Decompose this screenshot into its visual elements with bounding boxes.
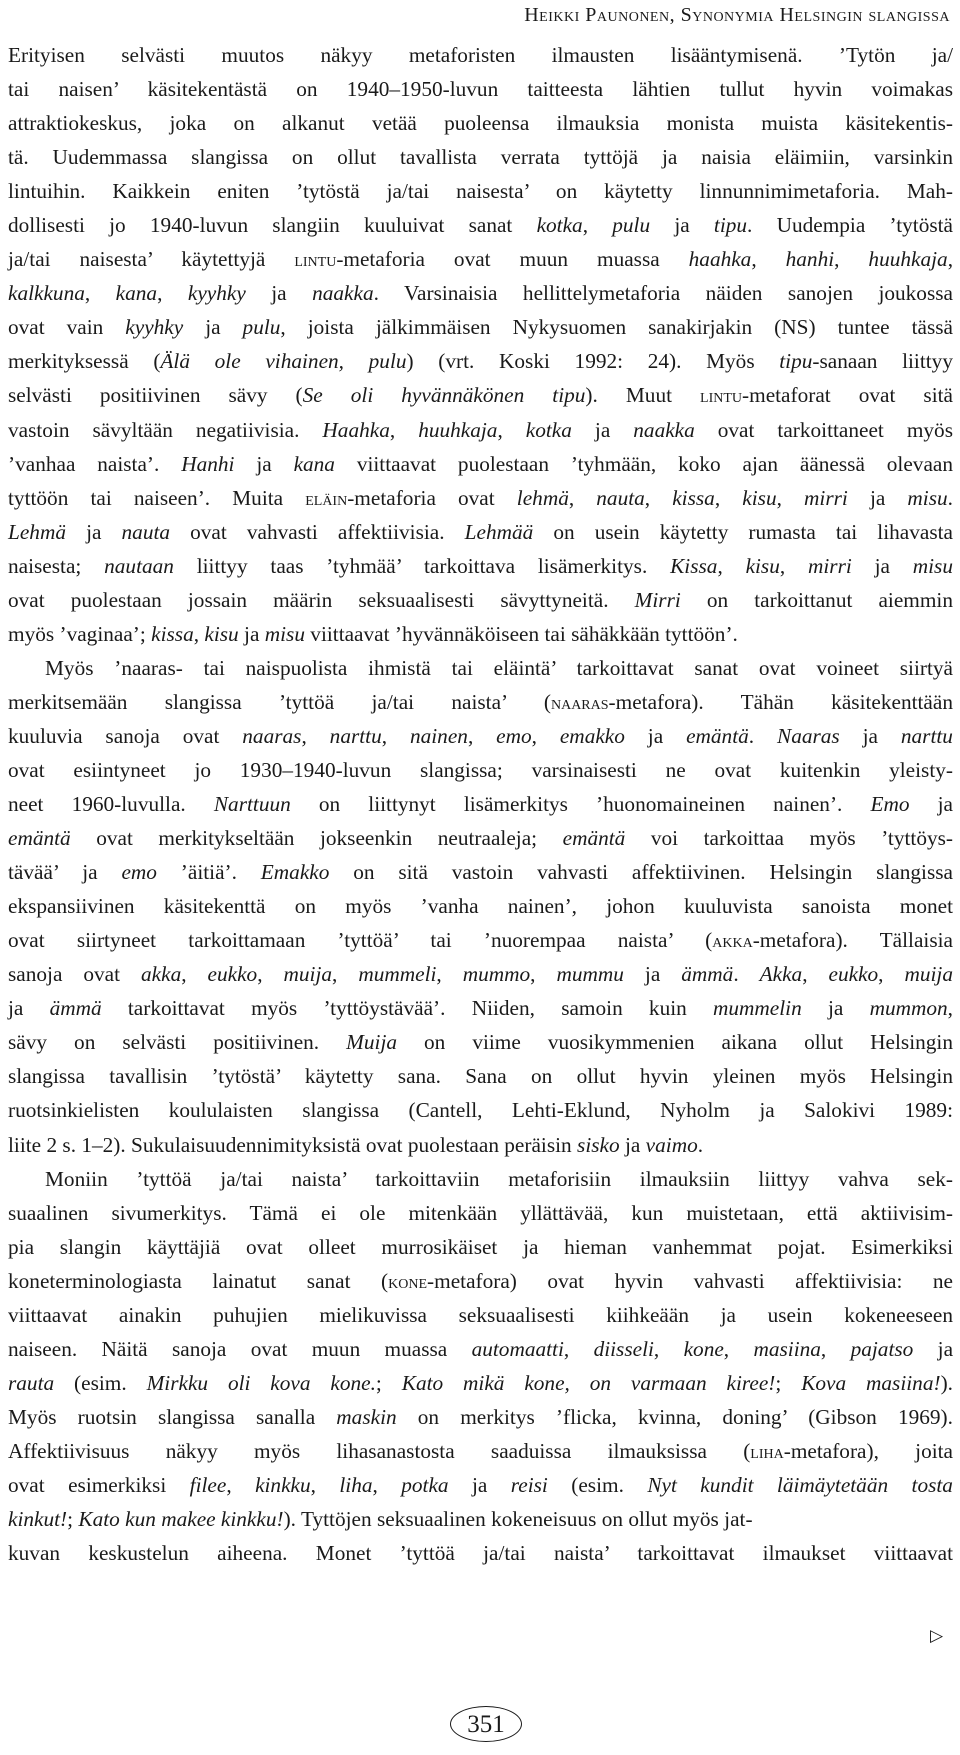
text-line (8, 923, 953, 957)
italic-term: diisseli (593, 1336, 654, 1361)
text-run: naiseen. Näitä sanoja ovat muun muassa (8, 1336, 472, 1361)
italic-term: Älä ole vihainen, pulu (160, 349, 407, 374)
text-run: , (193, 621, 205, 646)
text-run: merkitsemään slangissa ’tyttöä ja/tai naista’ ( (8, 689, 551, 714)
text-run: -metafora), joita (783, 1438, 954, 1463)
text-run: ; (375, 1370, 402, 1395)
text-line (8, 787, 953, 821)
text-run: ’vanhaa naista’. (8, 451, 182, 476)
concept-label: akka (712, 930, 753, 953)
italic-term: mirri (808, 553, 852, 578)
text-run: -metafora) ovat hyvin vahvasti affektiivisia: ne (427, 1268, 953, 1293)
italic-term: hanhi (785, 247, 835, 272)
italic-term: mummo (462, 962, 531, 987)
italic-term: Mirkku oli kova kone. (146, 1370, 376, 1395)
italic-term: naaras (242, 723, 302, 748)
italic-term: mummu (556, 962, 624, 987)
text-run: ja (183, 315, 243, 340)
text-run: Affektiivisuus näkyy myös lihasanastosta saaduissa ilmauksissa ( (8, 1438, 751, 1463)
text-run: kuvan keskustelun aiheena. Monet ’tyttöä ja/tai naista’ tarkoittavat ilmaukset viittaavat (8, 1541, 953, 1566)
text-run: ja (8, 996, 50, 1021)
italic-term: kissa (151, 621, 194, 646)
text-run: Myös ’naaras- tai naispuolista ihmistä tai eläintä’ tarkoittavat sanat ovat voineet siirtyä (45, 655, 953, 680)
text-run: ja (65, 519, 122, 544)
text-line (8, 38, 953, 72)
text-run: , (436, 962, 463, 987)
concept-label: lintu (700, 385, 743, 408)
text-run: -metafora). Tähän käsitekenttään (608, 689, 953, 714)
text-run: ovat vahvasti affektiivisia. (170, 519, 465, 544)
text-run: lintuihin. Kaikkein eniten ’tytöstä ja/tai naisesta’ on käytetty linnunnimimetaforia. Mah- (8, 179, 953, 204)
text-line (8, 515, 953, 549)
italic-term: Narttuun (213, 792, 291, 817)
text-run: viittaavat ’hyvännäköiseen tai sähäkkään tyttöön’. (304, 621, 738, 646)
text-run: ovat tarkoittaneet myös (694, 417, 953, 442)
text-line (8, 583, 953, 617)
italic-term: Naaras (776, 723, 840, 748)
italic-term: Se oli hyvännäkönen tipu (302, 383, 586, 408)
italic-term: maskin (336, 1404, 397, 1429)
italic-term: masiina (753, 1336, 821, 1361)
text-line (8, 1298, 953, 1332)
text-line (8, 1366, 953, 1400)
italic-term: muija (283, 962, 333, 987)
italic-term: mirri (804, 485, 848, 510)
text-run: ja (619, 1132, 646, 1157)
text-run: , (947, 247, 954, 272)
italic-term: reisi (510, 1472, 548, 1497)
text-run: tä. Uudemmassa slangissa on ollut tavallista verrata tyttöjä ja naisia eläimiin, varsinkin (8, 145, 953, 170)
concept-label: eläin (305, 487, 348, 510)
text-run: suaalinen sivumerkitys. Tämä ei ole mitenkään yllättävää, kun muistetaan, että aktiivisim- (8, 1200, 953, 1225)
text-run: viittaavat puolestaan ’tyhmään, koko ajan äänessä olevaan (334, 451, 953, 476)
italic-term: tipu (779, 349, 813, 374)
italic-term: rauta (8, 1370, 55, 1395)
italic-term: nauta (121, 519, 171, 544)
italic-term: Akka (759, 962, 803, 987)
italic-term: ämmä (681, 962, 734, 987)
text-line (8, 242, 953, 276)
italic-term: kotka (536, 213, 583, 238)
text-run: tarkoittavat myös ’tyttöystävää’. Niiden, samoin kuin (101, 996, 714, 1021)
text-line (8, 1025, 953, 1059)
italic-term: huuhkaja (868, 247, 948, 272)
text-run: ja (448, 1472, 511, 1497)
italic-term: pulu (242, 315, 281, 340)
text-run: merkityksessä ( (8, 349, 161, 374)
text-run: ja (571, 417, 634, 442)
text-run: -metaforia ovat (347, 485, 517, 510)
text-run: , (653, 1336, 684, 1361)
italic-term: Kova masiina! (801, 1370, 941, 1395)
italic-term: mummon (869, 996, 948, 1021)
italic-term: emo (496, 723, 532, 748)
text-run: selvästi positiivinen sävy ( (8, 383, 303, 408)
text-line (8, 719, 953, 753)
italic-term: emäntä (686, 723, 749, 748)
text-line (8, 991, 953, 1025)
text-run: koneterminologiasta lainatut sanat ( (8, 1268, 389, 1293)
text-run: , (714, 485, 743, 510)
text-run: . (697, 1132, 704, 1157)
text-run: , (531, 723, 560, 748)
text-run: , (467, 723, 497, 748)
text-run: ja (245, 281, 313, 306)
italic-term: automaatti (471, 1336, 564, 1361)
text-run: , (802, 962, 829, 987)
text-run: ; (775, 1370, 802, 1395)
text-run: (esim. (54, 1370, 147, 1395)
italic-term: Mirri (634, 587, 681, 612)
text-run: ovat siirtyneet tarkoittamaan ’tyttöä’ tai ’nuorempaa naista’ ( (8, 928, 713, 953)
text-run: viittaavat ainakin puhujien mielikuvissa seksuaalisesti kiihkeään ja usein kokeneeseen (8, 1302, 953, 1327)
italic-term: pajatso (850, 1336, 914, 1361)
text-run: , (257, 962, 284, 987)
text-run: , (723, 1336, 754, 1361)
text-run: (esim. (547, 1472, 648, 1497)
concept-label: naaras (550, 691, 609, 714)
italic-term: ämmä (49, 996, 102, 1021)
text-run: ovat esiintyneet jo 1930–1940-luvun slangissa; varsinaisesti ne ovat kuitenkin yleisty- (8, 757, 953, 782)
text-line (8, 1196, 953, 1230)
text-run: ovat merkitykseltään jokseenkin neutraaleja; (70, 826, 563, 851)
text-line (8, 1059, 953, 1093)
text-run: , (389, 417, 419, 442)
text-line (8, 1332, 953, 1366)
text-run: , (717, 553, 746, 578)
text-run: , (310, 1472, 340, 1497)
italic-term: misu (264, 621, 305, 646)
italic-term: kinkut! (8, 1507, 68, 1532)
text-run: kuuluvia sanoja ovat (8, 723, 243, 748)
text-run: on tarkoittanut aiemmin (680, 587, 953, 612)
italic-term: naakka (633, 417, 695, 442)
italic-term: huuhkaja (418, 417, 498, 442)
italic-term: kalkkuna (8, 281, 85, 306)
text-run: , (779, 553, 808, 578)
text-line (8, 1264, 953, 1298)
text-run: , (381, 723, 410, 748)
italic-term: Lehmää (464, 519, 534, 544)
italic-term: kana (115, 281, 158, 306)
text-run: on usein käytetty rumasta tai lihavasta (533, 519, 953, 544)
italic-term: nautaan (104, 553, 174, 578)
text-run: . Uudempia ’tytöstä (747, 213, 953, 238)
text-run: on merkitys ’flicka, kvinna, doning’ (Gibson 1969). (396, 1404, 953, 1429)
text-run: , joista jälkimmäisen Nykysuomen sanakirjakin (NS) tuntee tässä (280, 315, 953, 340)
text-line (8, 1502, 953, 1536)
text-run: ja/tai naisesta’ käytettyjä (8, 247, 295, 272)
text-run: ’äitiä’. (156, 860, 261, 885)
text-line (8, 72, 953, 106)
text-run: ja (624, 723, 687, 748)
italic-term: emäntä (562, 826, 626, 851)
text-run: tävää’ ja (8, 860, 122, 885)
italic-term: kone (683, 1336, 724, 1361)
text-line (8, 1536, 953, 1570)
italic-term: haahka (688, 247, 752, 272)
italic-term: kyyhky (187, 281, 246, 306)
italic-term: misu (912, 553, 953, 578)
text-line (8, 549, 953, 583)
text-line (8, 276, 953, 310)
text-line (8, 821, 953, 855)
text-run: ruotsinkielisten koululaisten slangissa (Cantell, Lehti-Eklund, Nyholm ja Salokivi 1989: (8, 1098, 953, 1123)
running-head: Heikki Paunonen, Synonymia Helsingin slangissa (524, 4, 950, 26)
italic-term: pulu (612, 213, 651, 238)
text-line (8, 174, 953, 208)
text-run: on viime vuosikymmenien aikana ollut Helsingin (397, 1030, 953, 1055)
italic-term: sisko (577, 1132, 620, 1157)
text-line (8, 1093, 953, 1127)
italic-term: liha (339, 1472, 373, 1497)
text-run: neet 1960-luvulla. (8, 792, 214, 817)
italic-term: Nyt kundit läimäytetään tosta (647, 1472, 953, 1497)
text-line (8, 1128, 953, 1162)
italic-term: kotka (525, 417, 572, 442)
text-run: , (84, 281, 116, 306)
text-run: , (582, 213, 613, 238)
italic-term: Kato mikä kone, on varmaan kiree! (401, 1370, 776, 1395)
text-run: . (733, 962, 760, 987)
italic-term: emakko (559, 723, 625, 748)
italic-term: Emakko (260, 860, 330, 885)
text-line (8, 651, 953, 685)
text-run: ja (847, 485, 908, 510)
italic-term: nainen (409, 723, 468, 748)
italic-term: emo (121, 860, 157, 885)
italic-term: muija (904, 962, 953, 987)
text-run: ja (623, 962, 682, 987)
italic-term: Muija (346, 1030, 398, 1055)
text-run: , (497, 417, 526, 442)
text-run: ja (851, 553, 913, 578)
text-line (8, 481, 953, 515)
text-run: , (181, 962, 208, 987)
text-line (8, 140, 953, 174)
text-run: voi tarkoittaa myös ’tyttöys- (625, 826, 953, 851)
text-run: tai naisen’ käsitekentästä on 1940–1950-luvun taitteesta lähtien tullut hyvin voimakas (8, 77, 953, 102)
italic-term: Emo (870, 792, 910, 817)
text-run: on liittynyt lisämerkitys ’huonomaineinen nainen’. (290, 792, 871, 817)
italic-term: nauta (596, 485, 645, 510)
text-run: naisesta; (8, 553, 105, 578)
text-run: -metafora). Tällaisia (752, 928, 953, 953)
italic-term: kisu (745, 553, 780, 578)
italic-term: emäntä (8, 826, 71, 851)
text-run: ja (801, 996, 870, 1021)
body-text (8, 38, 953, 1570)
text-line (8, 753, 953, 787)
italic-term: Kato kun makee kinkku! (78, 1507, 284, 1532)
concept-label: lintu (294, 249, 337, 272)
text-line (8, 617, 953, 651)
continuation-arrow-icon: ▷ (930, 1626, 944, 1646)
text-run: , (751, 247, 786, 272)
text-line (8, 855, 953, 889)
italic-term: Lehmä (8, 519, 66, 544)
text-line (8, 413, 953, 447)
text-line (8, 685, 953, 719)
text-line (8, 1162, 953, 1196)
italic-term: narttu (329, 723, 382, 748)
text-run: , (644, 485, 673, 510)
text-run: ja (234, 451, 294, 476)
text-run: , (157, 281, 188, 306)
text-run: ja (909, 792, 953, 817)
italic-term: filee (189, 1472, 227, 1497)
text-run: on sitä vastoin vahvasti affektiivinen. Helsingin slangissa (329, 860, 953, 885)
text-run: dollisesti jo 1940-luvun slangiin kuuluivat sanat (8, 213, 537, 238)
text-run: . (947, 485, 953, 510)
italic-term: eukko (828, 962, 879, 987)
italic-term: mummeli (358, 962, 437, 987)
text-run: , (820, 1336, 851, 1361)
text-line (8, 1434, 953, 1468)
text-line (8, 1230, 953, 1264)
italic-term: naakka (312, 281, 374, 306)
text-run: , (301, 723, 330, 748)
text-run: , (776, 485, 805, 510)
text-run: ovat esimerkiksi (8, 1472, 190, 1497)
italic-term: lehmä (516, 485, 569, 510)
text-run: liite 2 s. 1–2). Sukulaisuudennimityksistä ovat puolestaan peräisin (8, 1132, 578, 1157)
text-line (8, 1468, 953, 1502)
text-run: , (530, 962, 557, 987)
italic-term: kisu (742, 485, 777, 510)
italic-term: tipu (713, 213, 748, 238)
italic-term: kissa (672, 485, 715, 510)
text-run: ). Muut (585, 383, 701, 408)
text-run: tyttöön tai naiseen’. Muita (8, 485, 306, 510)
italic-term: Haahka (322, 417, 390, 442)
text-run: ja (913, 1336, 954, 1361)
text-run: liittyy taas ’tyhmää’ tarkoittava lisämerkitys. (173, 553, 671, 578)
text-line (8, 208, 953, 242)
text-run: , (563, 1336, 594, 1361)
italic-term: misu (907, 485, 948, 510)
text-run: . (748, 723, 777, 748)
italic-term: potka (401, 1472, 449, 1497)
italic-term: mummelin (713, 996, 802, 1021)
text-run: ). (940, 1370, 953, 1395)
text-run: vastoin sävyltään negatiivisia. (8, 417, 323, 442)
text-run: , (332, 962, 359, 987)
text-run: , (372, 1472, 402, 1497)
text-run: ja (839, 723, 901, 748)
text-run: pia slangin käyttäjiä ovat olleet murrosikäiset ja hieman vanhemmat pojat. Esimerkiksi (8, 1234, 953, 1259)
italic-term: kinkku (255, 1472, 311, 1497)
text-run: ja (650, 213, 714, 238)
italic-term: kyyhky (125, 315, 184, 340)
text-line (8, 310, 953, 344)
text-run: myös ’vaginaa’; (8, 621, 152, 646)
italic-term: akka (141, 962, 182, 987)
text-run: attraktiokeskus, joka on alkanut vetää puoleensa ilmauksia monista muista käsitekentis- (8, 111, 953, 136)
text-run: -metaforia ovat muun muassa (336, 247, 689, 272)
italic-term: narttu (900, 723, 953, 748)
text-run: sanoja ovat (8, 962, 142, 987)
page-number: 351 (450, 1706, 522, 1742)
text-run: , (878, 962, 905, 987)
text-run: ovat vain (8, 315, 126, 340)
text-run: ovat puolestaan jossain määrin seksuaalisesti sävyttyneitä. (8, 587, 635, 612)
text-run: -metaforat ovat sitä (742, 383, 953, 408)
text-run: ). Tyttöjen seksuaalinen kokeneisuus on ollut myös jat- (283, 1507, 753, 1532)
text-line (8, 378, 953, 412)
text-line (8, 106, 953, 140)
text-run: , (226, 1472, 256, 1497)
text-run: ) (vrt. Koski 1992: 24). Myös (406, 349, 780, 374)
concept-label: liha (750, 1440, 784, 1463)
text-run: , (947, 996, 953, 1021)
text-run: -sanaan liittyy (812, 349, 953, 374)
italic-term: kana (293, 451, 335, 476)
text-run: sävy on selvästi positiivinen. (8, 1030, 347, 1055)
italic-term: Hanhi (181, 451, 235, 476)
italic-term: kisu (204, 621, 239, 646)
text-run: Erityisen selvästi muutos näkyy metaforisten ilmausten lisääntymisenä. ’Tytön ja/ (8, 43, 953, 67)
text-run: , (834, 247, 869, 272)
text-run: ekspansiivinen käsitekenttä on myös ’vanha nainen’, johon kuuluvista sanoista monet (8, 894, 953, 919)
text-run: slangissa tavallisin ’tytöstä’ käytetty sana. Sana on ollut hyvin yleinen myös Helsingin (8, 1064, 953, 1089)
text-line (8, 957, 953, 991)
text-run: . Varsinaisia hellittelymetaforia näiden sanojen joukossa (373, 281, 953, 306)
text-run: ; (67, 1507, 79, 1532)
italic-term: eukko (207, 962, 258, 987)
text-run: Myös ruotsin slangissa sanalla (8, 1404, 337, 1429)
text-line (8, 447, 953, 481)
text-run: Moniin ’tyttöä ja/tai naista’ tarkoittaviin metaforisiin ilmauksiin liittyy vahva sek- (45, 1166, 953, 1191)
text-line (8, 1400, 953, 1434)
concept-label: kone (388, 1270, 428, 1293)
text-line (8, 344, 953, 378)
italic-term: Kissa (670, 553, 718, 578)
text-run: ja (238, 621, 265, 646)
italic-term: vaimo (645, 1132, 698, 1157)
text-line (8, 889, 953, 923)
text-run: , (568, 485, 597, 510)
